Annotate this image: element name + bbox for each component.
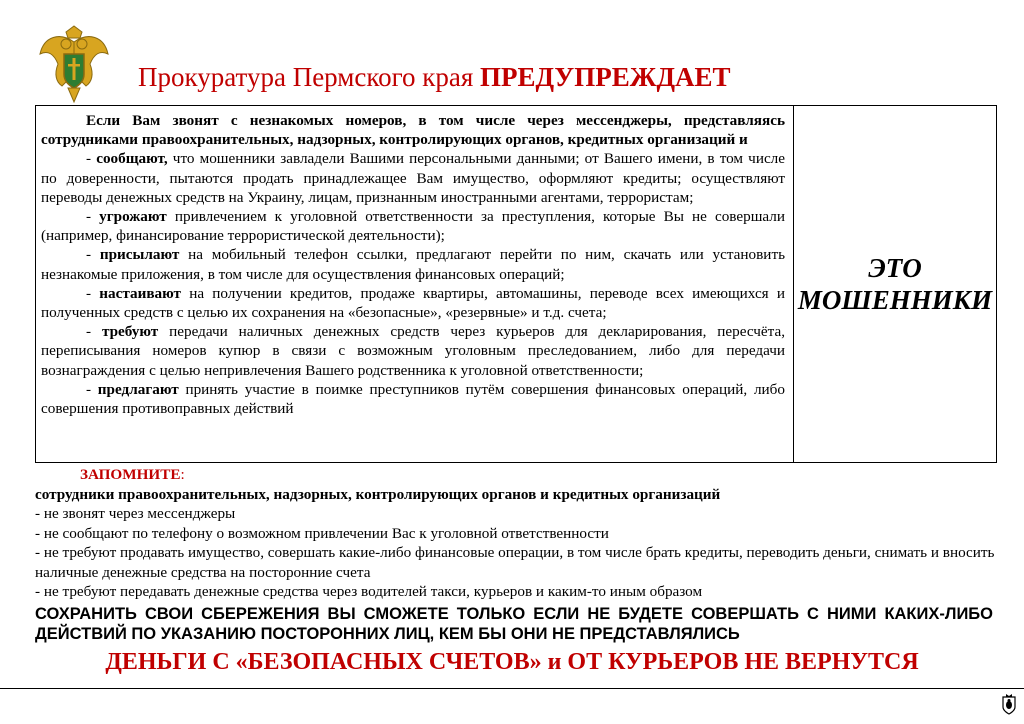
remember-line: - не требуют передавать денежные средства через водителей такси, курьеров и каким-то иным образом [35, 583, 703, 600]
warning-item-lead: предлагают [97, 380, 179, 398]
prosecutor-emblem-icon [38, 24, 110, 104]
remember-line: - не звонят через мессенджеры [35, 505, 236, 522]
verdict-line-1: ЭТО [868, 253, 922, 283]
warning-item-lead: присылают [99, 246, 180, 264]
warning-item-text: привлечением к уголовной ответственности за преступления, которые Вы не совершали (например, финансирование террористической деятельности); [41, 208, 785, 245]
page-header [138, 62, 731, 93]
warning-intro: Если Вам звонят с незнакомых номеров, в том числе через мессенджеры, представляясь сотрудниками правоохранительных, надзорных, контролирующих органов, кредитных организаций и [41, 112, 785, 149]
remember-colon: : [180, 466, 185, 483]
warning-item: - присылают на мобильный телефон ссылки, предлагают перейти по ним, скачать или установить незнакомые приложения, в том числе для осуществления финансовых операций; [41, 246, 786, 283]
warning-item-text: на получении кредитов, продаже квартиры, автомашины, переводе всех имеющихся и полученных средств с целью их сохранения на «безопасные», «резервные» и т.д. счета; [41, 284, 785, 322]
final-headline: ДЕНЬГИ С «БЕЗОПАСНЫХ СЧЕТОВ» и ОТ КУРЬЕРОВ НЕ ВЕРНУТСЯ [105, 649, 919, 675]
warning-item: - угрожают привлечением к уголовной ответственности за преступления, которые Вы не совершали (например, финансирование террористической деятельности); [41, 208, 785, 245]
footer-divider [0, 688, 1024, 689]
warning-item-text: передачи наличных денежных средств через курьеров для декларирования, пересчёта, переписывания номеров купюр в связи с возможным уголовным преследованием, либо для передачи вознаграждения с целью непривлечения Вашего родственника к уголовной ответственности; [41, 323, 785, 379]
warning-item-lead: сообщают, [96, 150, 168, 168]
warning-item-lead: настаивают [99, 284, 181, 302]
warning-item-text: принять участие в поимке преступников путём совершения финансовых операций, либо совершения противоправных действий [41, 380, 785, 418]
verdict [794, 106, 996, 462]
warning-item-text: что мошенники завладели Вашими персональными данными; от Вашего имени, в том числе по доверенности, пытаются продать принадлежащее Вам имущество, оформляют кредиты; осуществляют переводы денежных средств на Украину, лицам, признанным иностранными агентами, террористам; [41, 150, 786, 206]
final-warning: СОХРАНИТЬ СВОИ СБЕРЕЖЕНИЯ ВЫ СМОЖЕТЕ ТОЛЬКО ЕСЛИ НЕ БУДЕТЕ СОВЕРШАТЬ С НИМИ КАКИХ-ЛИБО ДЕЙСТВИЙ ПО УКАЗАНИЮ ПОСТОРОННИХ ЛИЦ, КЕМ БЫ ОНИ НЕ ПРЕДСТАВЛЯЛИСЬ [35, 605, 993, 643]
header-action: ПРЕДУПРЕЖДАЕТ [480, 62, 731, 92]
remember-subject: сотрудники правоохранительных, надзорных, контролирующих органов и кредитных организаций [35, 485, 721, 503]
regional-coat-of-arms-icon [1000, 693, 1018, 715]
warning-item-lead: требуют [101, 323, 159, 341]
warning-item: - настаивают на получении кредитов, продаже квартиры, автомашины, переводе всех имеющихся и полученных средств с целью их сохранения на «безопасные», «резервные» и т.д. счета; [41, 284, 785, 322]
warning-item-text: на мобильный телефон ссылки, предлагают перейти по ним, скачать или установить незнакомые приложения, в том числе для осуществления финансовых операций; [41, 246, 786, 283]
verdict-line-2: МОШЕННИКИ [797, 285, 993, 315]
warning-box [35, 105, 997, 463]
remember-section [35, 465, 995, 602]
remember-title: ЗАПОМНИТЕ [80, 466, 181, 483]
remember-line: - не требуют продавать имущество, совершать какие-либо финансовые операции, в том числе брать кредиты, переводить деньги, снимать и вносить наличные денежные средства на посторонние счета [35, 544, 995, 581]
warning-item: - сообщают, что мошенники завладели Вашими персональными данными; от Вашего имени, в том числе по доверенности, пытаются продать принадлежащее Вам имущество, оформляют кредиты; осуществляют переводы денежных средств на Украину, лицам, признанным иностранными агентами, террористам; [41, 150, 786, 206]
remember-line: - не сообщают по телефону о возможном привлечении Вас к уголовной ответственности [35, 524, 609, 542]
warning-item: - требуют передачи наличных денежных средств через курьеров для декларирования, пересчёта, переписывания номеров купюр в связи с возможным уголовным преследованием, либо для передачи вознаграждения с целью непривлечения Вашего родственника к уголовной ответственности; [41, 323, 785, 379]
warning-item-lead: угрожают [99, 208, 167, 226]
header-org: Прокуратура Пермского края [138, 62, 481, 92]
warning-text [36, 106, 794, 462]
warning-item: - предлагают принять участие в поимке преступников путём совершения финансовых операций, либо совершения противоправных действий [41, 380, 785, 418]
